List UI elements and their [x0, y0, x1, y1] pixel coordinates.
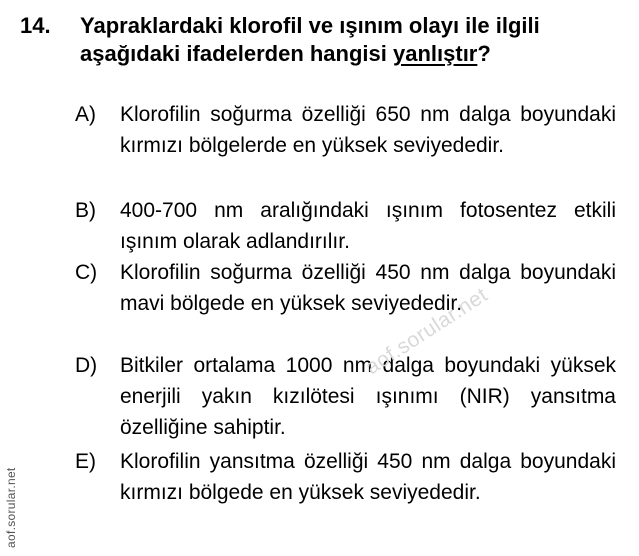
option-letter: D): [75, 354, 98, 377]
option-text: Klorofilin soğurma özelliği 450 nm dalga boyundaki mavi bölgede en yüksek seviyededir.: [120, 261, 616, 315]
question-mark: ?: [477, 41, 491, 66]
question-emphasis: yanlıştır: [393, 41, 478, 66]
side-watermark: aof.sorular.net: [4, 467, 18, 548]
option-text: 400-700 nm aralığındaki ışınım fotosentez etkili ışınım olarak adlandırılır.: [120, 199, 616, 253]
option-letter: E): [75, 450, 96, 473]
option-letter: A): [75, 103, 96, 126]
option-letter: B): [75, 199, 96, 222]
option-text: Bitkiler ortalama 1000 nm dalga boyundaki yüksek enerjili yakın kızılötesi ışınımı (NIR) yansıtma özelliğine sahiptir.: [120, 354, 616, 439]
option-text: Klorofilin soğurma özelliği 650 nm dalga boyundaki kırmızı bölgelerde en yüksek seviyededir.: [120, 103, 616, 157]
question-stem: [80, 12, 635, 68]
option-letter: C): [75, 261, 98, 284]
question-text: Yapraklardaki klorofil ve ışınım olayı ile ilgili aşağıdaki ifadelerden hangisi: [80, 13, 540, 66]
option-text: Klorofilin yansıtma özelliği 450 nm dalga boyundaki kırmızı bölgede en yüksek seviyededir.: [120, 450, 616, 504]
question-number: 14.: [20, 13, 51, 38]
diagonal-watermark: aof.sorular.net: [361, 283, 492, 380]
